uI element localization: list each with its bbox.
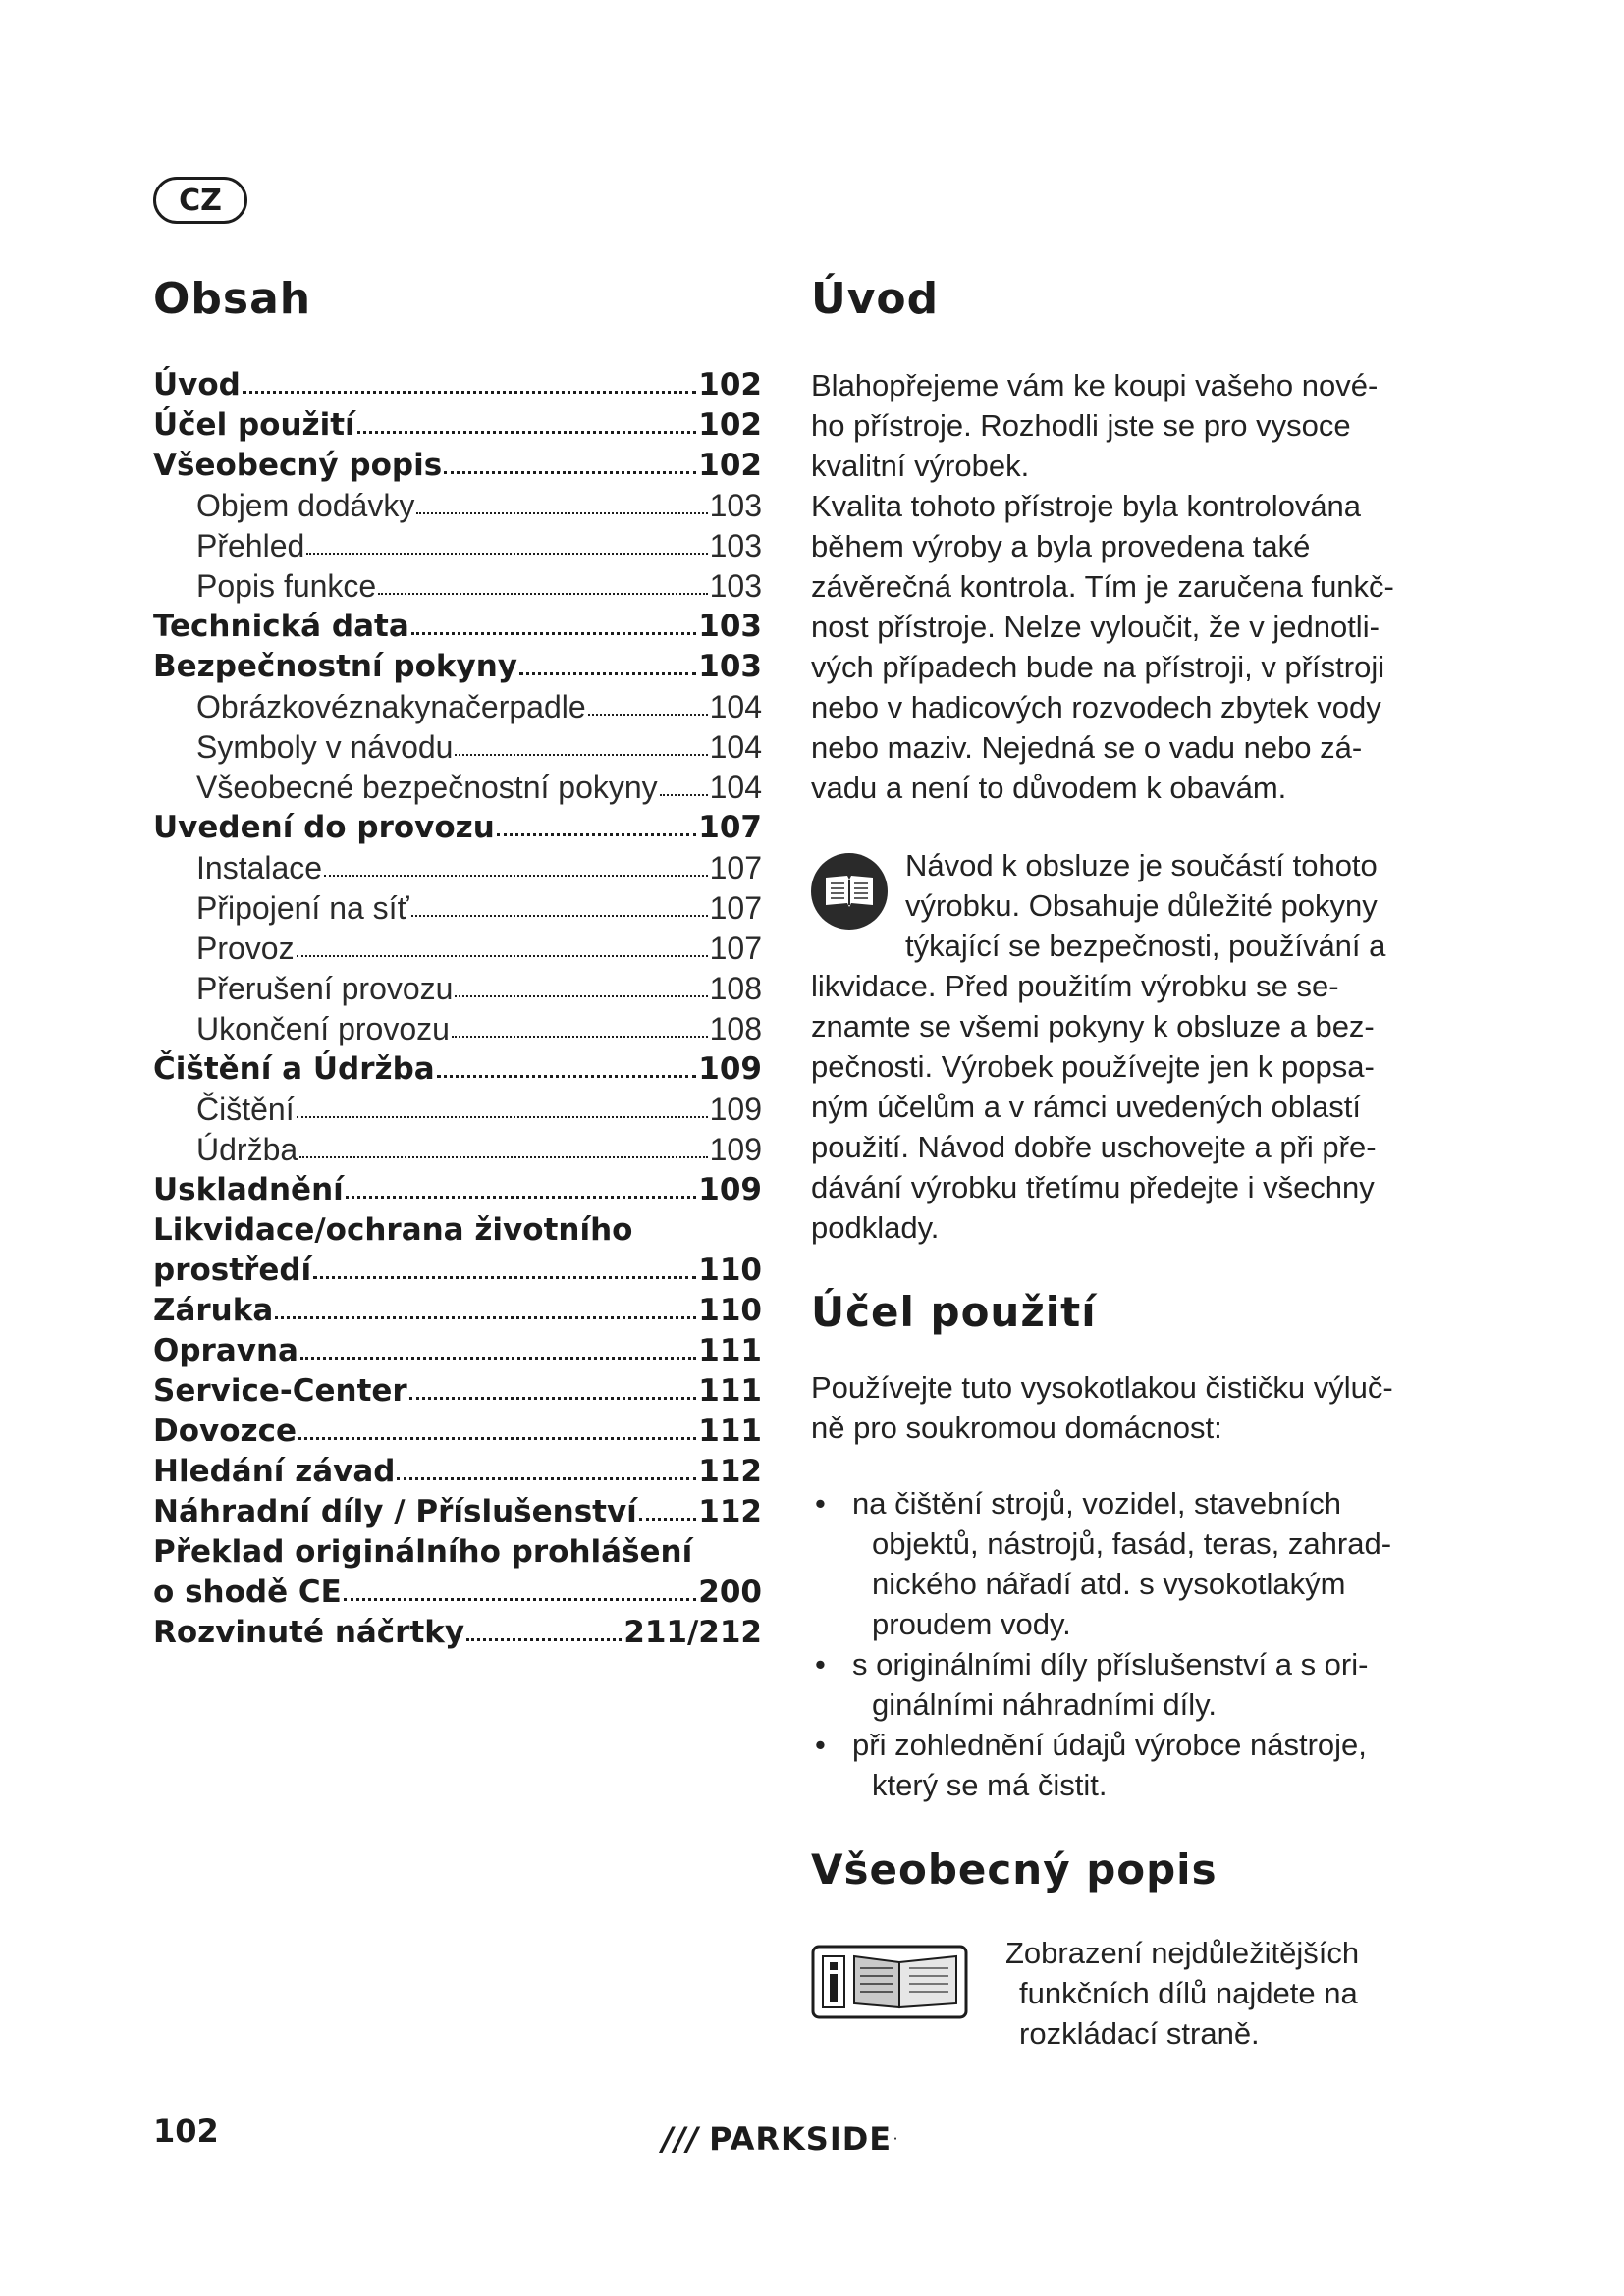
toc-leader-dots bbox=[313, 1276, 696, 1279]
toc-entry-title: Provoz bbox=[196, 931, 295, 966]
text-line: ným účelům a v rámci uvedených oblastí bbox=[811, 1090, 1361, 1124]
toc-entry-title: o shodě CE bbox=[153, 1575, 342, 1610]
toc-leader-dots bbox=[297, 1116, 708, 1118]
toc-entry-title: Přerušení provozu bbox=[196, 971, 454, 1006]
toc-entry bbox=[153, 929, 762, 969]
toc-leader-dots bbox=[306, 553, 707, 555]
toc-entry bbox=[153, 1452, 762, 1492]
text-line: při zohlednění údajů výrobce nástroje, bbox=[852, 1728, 1367, 1762]
toc-leader-dots bbox=[357, 431, 697, 434]
text-line: Používejte tuto vysokotlakou čističku výluč- bbox=[811, 1370, 1393, 1405]
brand-slashes: /// bbox=[662, 2120, 700, 2158]
toc-leader-dots bbox=[497, 833, 697, 836]
toc-entry-page: 110 bbox=[698, 1293, 762, 1328]
foldout-text bbox=[1005, 1933, 1359, 2054]
toc-leader-dots bbox=[299, 1156, 707, 1158]
text-line: pečnosti. Výrobek používejte jen k popsa- bbox=[811, 1049, 1375, 1084]
toc-entry bbox=[153, 1371, 762, 1412]
toc-entry-page: 112 bbox=[698, 1494, 762, 1529]
toc-entry bbox=[153, 848, 762, 888]
toc-leader-dots bbox=[455, 754, 707, 756]
toc-entry-title: Objem dodávky bbox=[196, 488, 415, 523]
toc-entry bbox=[153, 566, 762, 607]
text-line: Kvalita tohoto přístroje byla kontrolována bbox=[811, 489, 1362, 523]
toc-entry-title: Účel použití bbox=[153, 407, 355, 443]
toc-entry-page: 107 bbox=[698, 810, 762, 845]
toc-entry bbox=[153, 727, 762, 768]
toc-entry-page: 104 bbox=[709, 770, 762, 805]
toc-entry-page: 111 bbox=[698, 1373, 762, 1409]
toc-leader-dots bbox=[660, 794, 708, 796]
toc-entry-title: Instalace bbox=[196, 850, 323, 885]
toc-entry-title: Symboly v návodu bbox=[196, 729, 454, 765]
toc-entry-title: Záruka bbox=[153, 1293, 274, 1328]
toc-entry bbox=[153, 1090, 762, 1130]
text-line: s originálními díly příslušenství a s ori- bbox=[852, 1647, 1369, 1682]
toc-entry-page: 111 bbox=[698, 1333, 762, 1368]
toc-entry-page: 103 bbox=[709, 488, 762, 523]
info-foldout-icon bbox=[811, 1943, 968, 2021]
ucel-paragraph bbox=[811, 1367, 1439, 1448]
toc-entry-title: Technická data bbox=[153, 609, 409, 644]
text-line: vých případech bude na přístroji, v přístroji bbox=[811, 650, 1385, 684]
toc-entry-title: Rozvinuté náčrtky bbox=[153, 1615, 465, 1650]
text-line: dávání výrobku třetímu předejte i všechny bbox=[811, 1170, 1375, 1204]
text-line: během výroby a byla provedena také bbox=[811, 529, 1311, 563]
toc-entry-page: 108 bbox=[709, 971, 762, 1006]
toc-entry-page: 110 bbox=[698, 1253, 762, 1288]
text-line: funkčních dílů najdete na bbox=[1019, 1976, 1358, 2010]
book-icon bbox=[811, 853, 888, 930]
toc-leader-dots bbox=[411, 915, 708, 917]
toc-leader-dots bbox=[344, 1598, 696, 1601]
toc-entry-title: Uskladnění bbox=[153, 1172, 344, 1207]
toc-leader-dots bbox=[416, 512, 707, 514]
text-line: na čištění strojů, vozidel, stavebních bbox=[852, 1486, 1341, 1521]
toc-entry-title: Všeobecné bezpečnostní pokyny bbox=[196, 770, 658, 805]
bullet-item bbox=[811, 1483, 1439, 1644]
toc-entry-title: Service-Center bbox=[153, 1373, 407, 1409]
brand-mark: · bbox=[893, 2133, 898, 2145]
toc-entry-page: 112 bbox=[698, 1454, 762, 1489]
text-line: Zobrazení nejdůležitějších bbox=[1005, 1936, 1360, 1970]
toc-entry-page: 211/212 bbox=[623, 1615, 762, 1650]
toc-entry bbox=[153, 1009, 762, 1049]
text-line: nost přístroje. Nelze vyloučit, že v jednotli- bbox=[811, 610, 1380, 644]
toc-entry-title: Přehled bbox=[196, 528, 305, 563]
toc-entry bbox=[153, 888, 762, 929]
toc-entry bbox=[153, 647, 762, 687]
toc-entry-page: 102 bbox=[698, 448, 762, 483]
toc-entry bbox=[153, 486, 762, 526]
toc-leader-dots bbox=[409, 1397, 697, 1400]
toc-entry-title: Údržba bbox=[196, 1132, 298, 1167]
toc-entry-title: prostředí bbox=[153, 1253, 312, 1288]
toc-entry bbox=[153, 1532, 762, 1573]
toc-entry bbox=[153, 1130, 762, 1170]
bullet-item bbox=[811, 1644, 1439, 1725]
text-line: který se má čistit. bbox=[872, 1768, 1108, 1802]
toc-entry-page: 200 bbox=[698, 1575, 762, 1610]
toc-entry-page: 104 bbox=[709, 729, 762, 765]
toc-leader-dots bbox=[243, 391, 696, 394]
toc-entry-page: 107 bbox=[709, 850, 762, 885]
text-line: závěrečná kontrola. Tím je zaručena funkč- bbox=[811, 569, 1394, 604]
section-uvod-heading: Úvod bbox=[811, 274, 940, 324]
text-line: výrobku. Obsahuje důležité pokyny bbox=[905, 888, 1378, 923]
toc-entry-title: Bezpečnostní pokyny bbox=[153, 649, 518, 684]
toc-entry bbox=[153, 1049, 762, 1090]
toc-entry-page: 102 bbox=[698, 407, 762, 443]
text-line: podklady. bbox=[811, 1210, 940, 1245]
toc-entry bbox=[153, 1573, 762, 1613]
toc-leader-dots bbox=[444, 471, 696, 474]
toc-leader-dots bbox=[300, 1357, 696, 1360]
toc-entry-page: 111 bbox=[698, 1414, 762, 1449]
toc-entry bbox=[153, 1613, 762, 1653]
text-line: kvalitní výrobek. bbox=[811, 449, 1030, 483]
toc-entry bbox=[153, 1251, 762, 1291]
toc-entry bbox=[153, 768, 762, 808]
toc-entry-title: Popis funkce bbox=[196, 568, 377, 604]
toc-entry bbox=[153, 1492, 762, 1532]
toc-entry-title: Obrázkovéznakynačerpadle bbox=[196, 689, 586, 724]
toc-heading: Obsah bbox=[153, 274, 312, 324]
text-line: Návod k obsluze je součástí tohoto bbox=[905, 848, 1378, 882]
toc-entry bbox=[153, 808, 762, 848]
page-number: 102 bbox=[153, 2112, 219, 2150]
toc-entry-page: 109 bbox=[698, 1172, 762, 1207]
toc-leader-dots bbox=[297, 955, 708, 957]
toc-entry-title: Čištění a Údržba bbox=[153, 1051, 435, 1087]
toc-entry bbox=[153, 1331, 762, 1371]
text-line: Blahopřejeme vám ke koupi vašeho nové- bbox=[811, 368, 1379, 402]
toc-entry bbox=[153, 526, 762, 566]
foldout-note bbox=[811, 1933, 1439, 2054]
toc-leader-dots bbox=[346, 1196, 697, 1199]
section-vseobecny-heading: Všeobecný popis bbox=[811, 1845, 1218, 1894]
toc-leader-dots bbox=[452, 1036, 708, 1038]
toc-entry-title: Ukončení provozu bbox=[196, 1011, 450, 1046]
text-line: nického nářadí atd. s vysokotlakým bbox=[872, 1567, 1346, 1601]
text-line: týkající se bezpečnosti, používání a bbox=[905, 929, 1386, 963]
toc-leader-dots bbox=[298, 1437, 696, 1440]
text-line: nebo maziv. Nejedná se o vadu nebo zá- bbox=[811, 730, 1363, 765]
toc-entry bbox=[153, 1210, 762, 1251]
toc-entry-title: Všeobecný popis bbox=[153, 448, 443, 483]
toc-entry-title: Uvedení do provozu bbox=[153, 810, 495, 845]
text-line: objektů, nástrojů, fasád, teras, zahrad- bbox=[872, 1526, 1392, 1561]
toc-leader-dots bbox=[437, 1075, 697, 1078]
text-line: znamte se všemi pokyny k obsluze a bez- bbox=[811, 1009, 1375, 1043]
text-line: proudem vody. bbox=[872, 1607, 1071, 1641]
brand-name: PARKSIDE bbox=[709, 2120, 893, 2158]
toc-leader-dots bbox=[455, 995, 707, 997]
toc-leader-dots bbox=[519, 672, 696, 675]
toc-entry-page: 103 bbox=[698, 609, 762, 644]
text-line: ginálními náhradními díly. bbox=[872, 1687, 1217, 1722]
uvod-intro-paragraph bbox=[811, 365, 1439, 808]
toc-leader-dots bbox=[466, 1638, 622, 1641]
toc-entry bbox=[153, 365, 762, 405]
toc-leader-dots bbox=[588, 714, 708, 716]
toc-leader-dots bbox=[639, 1518, 696, 1521]
toc-leader-dots bbox=[378, 593, 707, 595]
toc-entry bbox=[153, 687, 762, 727]
toc-entry bbox=[153, 446, 762, 486]
toc-entry-title: Čištění bbox=[196, 1092, 295, 1127]
toc-entry-page: 109 bbox=[698, 1051, 762, 1087]
ucel-bullet-list bbox=[811, 1483, 1439, 1805]
toc-entry-page: 103 bbox=[709, 528, 762, 563]
content-column bbox=[811, 265, 1439, 2054]
toc-entry-page: 103 bbox=[709, 568, 762, 604]
toc-entry-title: Likvidace/ochrana životního bbox=[153, 1212, 633, 1248]
toc-entry-title: Náhradní díly / Příslušenství bbox=[153, 1494, 637, 1529]
toc-entry-title: Opravna bbox=[153, 1333, 298, 1368]
toc-entry-page: 108 bbox=[709, 1011, 762, 1046]
toc-leader-dots bbox=[275, 1316, 696, 1319]
toc-entry bbox=[153, 1412, 762, 1452]
toc-entry-page: 104 bbox=[709, 689, 762, 724]
toc-entry-title: Překlad originálního prohlášení bbox=[153, 1534, 693, 1570]
text-line: rozkládací straně. bbox=[1019, 2016, 1260, 2051]
toc-list bbox=[153, 365, 762, 1653]
toc-entry-page: 107 bbox=[709, 890, 762, 926]
toc-entry bbox=[153, 405, 762, 446]
section-ucel-heading: Účel použití bbox=[811, 1288, 1097, 1336]
text-line: ně pro soukromou domácnost: bbox=[811, 1411, 1222, 1445]
toc-entry bbox=[153, 1291, 762, 1331]
toc-entry-title: Dovozce bbox=[153, 1414, 297, 1449]
toc-entry bbox=[153, 607, 762, 647]
toc-entry-page: 109 bbox=[709, 1092, 762, 1127]
toc-leader-dots bbox=[324, 875, 708, 877]
language-badge: CZ bbox=[153, 177, 247, 224]
toc-entry-title: Úvod bbox=[153, 367, 241, 402]
manual-note bbox=[811, 845, 1439, 1248]
brand-logo bbox=[662, 2120, 898, 2158]
text-line: vadu a není to důvodem k obavám. bbox=[811, 771, 1287, 805]
toc-entry-page: 102 bbox=[698, 367, 762, 402]
text-line: použití. Návod dobře uschovejte a při pře- bbox=[811, 1130, 1377, 1164]
bullet-item bbox=[811, 1725, 1439, 1805]
toc-entry bbox=[153, 1170, 762, 1210]
table-of-contents bbox=[153, 265, 762, 1653]
toc-entry-page: 109 bbox=[709, 1132, 762, 1167]
toc-entry-title: Připojení na síť bbox=[196, 890, 409, 926]
text-line: nebo v hadicových rozvodech zbytek vody bbox=[811, 690, 1381, 724]
toc-entry-title: Hledání závad bbox=[153, 1454, 396, 1489]
text-line: ho přístroje. Rozhodli jste se pro vysoce bbox=[811, 408, 1351, 443]
toc-leader-dots bbox=[397, 1477, 696, 1480]
toc-entry-page: 103 bbox=[698, 649, 762, 684]
text-line: likvidace. Před použitím výrobku se se- bbox=[811, 969, 1339, 1003]
toc-entry bbox=[153, 969, 762, 1009]
toc-entry-page: 107 bbox=[709, 931, 762, 966]
toc-leader-dots bbox=[411, 632, 697, 635]
